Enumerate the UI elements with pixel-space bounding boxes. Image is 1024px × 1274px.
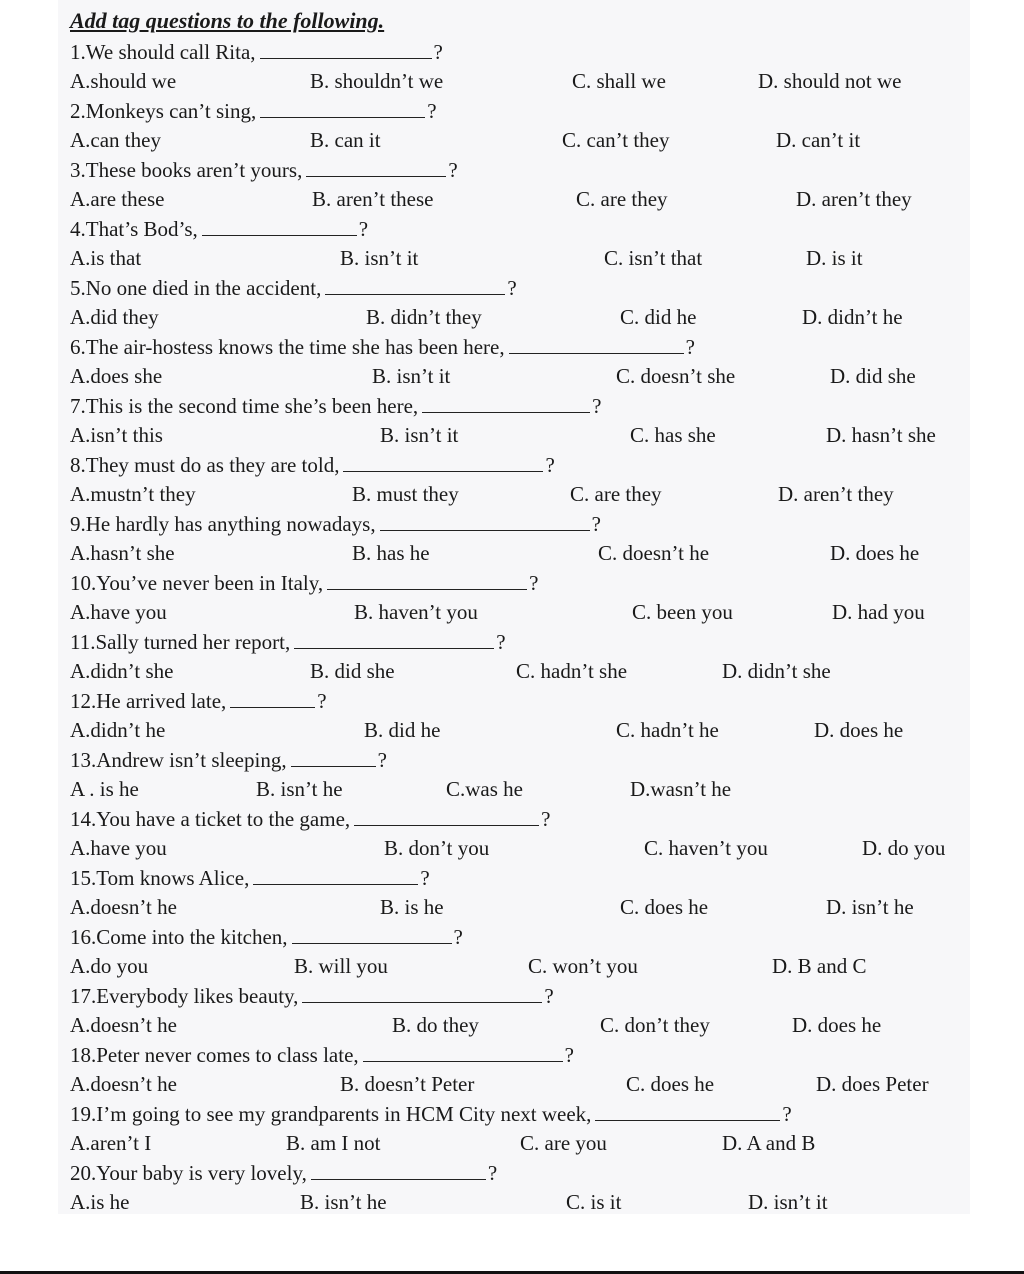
option-b[interactable]: B. don’t you xyxy=(384,836,490,860)
question-mark: ? xyxy=(592,394,602,418)
option-a[interactable]: A.doesn’t he xyxy=(70,1072,177,1096)
question-12 xyxy=(70,687,327,715)
answer-blank[interactable] xyxy=(327,571,527,590)
option-b[interactable]: B. isn’t it xyxy=(372,364,451,388)
option-c[interactable]: C. don’t they xyxy=(600,1013,710,1037)
option-d[interactable]: D. A and B xyxy=(722,1131,816,1155)
question-2 xyxy=(70,97,437,125)
question-mark: ? xyxy=(544,984,554,1008)
question-mark: ? xyxy=(529,571,539,595)
answer-blank[interactable] xyxy=(230,689,315,708)
question-20 xyxy=(70,1159,497,1187)
option-b[interactable]: B. must they xyxy=(352,482,459,506)
answer-blank[interactable] xyxy=(325,276,505,295)
option-d[interactable]: D. did she xyxy=(830,364,916,388)
question-stem: 2.Monkeys can’t sing, xyxy=(70,99,257,123)
question-3 xyxy=(70,156,458,184)
question-stem: 20.Your baby is very lovely, xyxy=(70,1161,307,1185)
question-stem: 1.We should call Rita, xyxy=(70,40,256,64)
answer-blank[interactable] xyxy=(354,807,539,826)
option-c[interactable]: C. doesn’t he xyxy=(598,541,710,565)
option-a[interactable]: A.doesn’t he xyxy=(70,895,177,919)
option-d[interactable]: D. is it xyxy=(806,246,863,270)
option-b[interactable]: B. can it xyxy=(310,128,381,152)
question-stem: 19.I’m going to see my grandparents in HCM City next week, xyxy=(70,1102,592,1126)
question-mark: ? xyxy=(782,1102,792,1126)
option-d[interactable]: D. isn’t it xyxy=(748,1190,828,1214)
option-d[interactable]: D. had you xyxy=(832,600,925,624)
question-9 xyxy=(70,510,601,538)
option-d[interactable]: D.wasn’t he xyxy=(630,777,732,801)
option-b[interactable]: B. do they xyxy=(392,1013,479,1037)
question-mark: ? xyxy=(427,99,437,123)
option-b[interactable]: B. aren’t these xyxy=(312,187,434,211)
option-a[interactable]: A.have you xyxy=(70,836,167,860)
option-b[interactable]: B. isn’t it xyxy=(380,423,459,447)
option-d[interactable]: D. does he xyxy=(792,1013,882,1037)
option-d[interactable]: D. B and C xyxy=(772,954,867,978)
question-stem: 4.That’s Bod’s, xyxy=(70,217,198,241)
option-c[interactable]: C. does he xyxy=(626,1072,715,1096)
option-b[interactable]: B. am I not xyxy=(286,1131,381,1155)
option-c[interactable]: C. are you xyxy=(520,1131,607,1155)
option-a[interactable]: A.hasn’t she xyxy=(70,541,175,565)
option-a[interactable]: A.aren’t I xyxy=(70,1131,152,1155)
option-d[interactable]: D. aren’t they xyxy=(796,187,912,211)
option-c[interactable]: C. has she xyxy=(630,423,716,447)
question-mark: ? xyxy=(358,217,369,241)
answer-blank[interactable] xyxy=(302,984,542,1003)
option-b[interactable]: B. isn’t it xyxy=(340,246,419,270)
option-b[interactable]: B. isn’t he xyxy=(256,777,343,801)
option-a[interactable]: A.does she xyxy=(70,364,163,388)
question-5 xyxy=(70,274,517,302)
option-d[interactable]: D. didn’t she xyxy=(722,659,831,683)
option-c[interactable]: C. isn’t that xyxy=(604,246,703,270)
question-18 xyxy=(70,1041,574,1069)
option-d[interactable]: D. hasn’t she xyxy=(826,423,936,447)
question-8 xyxy=(70,451,555,479)
option-a[interactable]: A.didn’t she xyxy=(70,659,174,683)
answer-blank[interactable] xyxy=(311,1161,486,1180)
option-c[interactable]: C. been you xyxy=(632,600,733,624)
question-4 xyxy=(70,215,368,243)
option-c[interactable]: C. hadn’t she xyxy=(516,659,628,683)
worksheet-heading: Add tag questions to the following. xyxy=(70,8,385,33)
option-a[interactable]: A.have you xyxy=(70,600,167,624)
option-b[interactable]: B. didn’t they xyxy=(366,305,482,329)
option-d[interactable]: D. does he xyxy=(814,718,904,742)
option-d[interactable]: D. didn’t he xyxy=(802,305,903,329)
question-mark: ? xyxy=(487,1161,498,1185)
question-stem: 10.You’ve never been in Italy, xyxy=(70,571,324,595)
option-b[interactable]: B. is he xyxy=(380,895,444,919)
option-c[interactable]: C. hadn’t he xyxy=(616,718,719,742)
question-stem: 17.Everybody likes beauty, xyxy=(70,984,299,1008)
question-mark: ? xyxy=(545,453,555,477)
option-c[interactable]: C. won’t you xyxy=(528,954,638,978)
option-b[interactable]: B. has he xyxy=(352,541,430,565)
option-d[interactable]: D. isn’t he xyxy=(826,895,914,919)
option-c[interactable]: C. did he xyxy=(620,305,697,329)
option-d[interactable]: D. does Peter xyxy=(816,1072,929,1096)
question-mark: ? xyxy=(685,335,695,359)
option-a[interactable]: A.did they xyxy=(70,305,159,329)
option-a[interactable]: A.doesn’t he xyxy=(70,1013,177,1037)
answer-blank[interactable] xyxy=(202,217,357,236)
option-a[interactable]: A.are these xyxy=(70,187,165,211)
option-c[interactable]: C. are they xyxy=(576,187,668,211)
question-mark: ? xyxy=(564,1043,574,1067)
question-stem: 11.Sally turned her report, xyxy=(70,630,291,654)
question-mark: ? xyxy=(507,276,517,300)
question-13 xyxy=(70,746,387,774)
question-stem: 5.No one died in the accident, xyxy=(70,276,322,300)
answer-blank[interactable] xyxy=(509,335,684,354)
option-b[interactable]: B. doesn’t Peter xyxy=(340,1072,475,1096)
option-c[interactable]: C. doesn’t she xyxy=(616,364,736,388)
question-mark: ? xyxy=(448,158,458,182)
question-1 xyxy=(70,38,443,66)
option-a[interactable]: A.is he xyxy=(70,1190,130,1214)
question-14 xyxy=(70,805,550,833)
question-mark: ? xyxy=(541,807,551,831)
question-stem: 16.Come into the kitchen, xyxy=(70,925,288,949)
question-stem: 9.He hardly has anything nowadays, xyxy=(70,512,376,536)
question-19 xyxy=(70,1100,792,1128)
question-11 xyxy=(70,628,506,656)
option-b[interactable]: B. isn’t he xyxy=(300,1190,387,1214)
question-stem: 15.Tom knows Alice, xyxy=(70,866,250,890)
option-b[interactable]: B. shouldn’t we xyxy=(310,69,444,93)
option-b[interactable]: B. did he xyxy=(364,718,441,742)
answer-blank[interactable] xyxy=(253,866,418,885)
question-6 xyxy=(70,333,695,361)
question-stem: 14.You have a ticket to the game, xyxy=(70,807,351,831)
option-a[interactable]: A.can they xyxy=(70,128,161,152)
question-15 xyxy=(70,864,430,892)
answer-blank[interactable] xyxy=(306,158,446,177)
question-stem: 12.He arrived late, xyxy=(70,689,227,713)
question-mark: ? xyxy=(377,748,387,772)
question-stem: 8.They must do as they are told, xyxy=(70,453,340,477)
option-d[interactable]: D. should not we xyxy=(758,69,902,93)
option-d[interactable]: D. can’t it xyxy=(776,128,861,152)
answer-blank[interactable] xyxy=(260,99,425,118)
option-a[interactable]: A . is he xyxy=(70,777,139,801)
option-c[interactable]: C. is it xyxy=(566,1190,622,1214)
question-16 xyxy=(70,923,463,951)
question-mark: ? xyxy=(420,866,430,890)
answer-blank[interactable] xyxy=(380,512,590,531)
answer-blank[interactable] xyxy=(363,1043,563,1062)
answer-blank[interactable] xyxy=(260,40,432,59)
option-c[interactable]: C.was he xyxy=(446,777,523,801)
answer-blank[interactable] xyxy=(294,630,494,649)
option-c[interactable]: C. haven’t you xyxy=(644,836,768,860)
option-a[interactable]: A.should we xyxy=(70,69,177,93)
option-b[interactable]: B. haven’t you xyxy=(354,600,478,624)
question-7 xyxy=(70,392,602,420)
question-17 xyxy=(70,982,554,1010)
option-a[interactable]: A.is that xyxy=(70,246,142,270)
answer-blank[interactable] xyxy=(343,453,543,472)
question-10 xyxy=(70,569,538,597)
question-mark: ? xyxy=(317,689,327,713)
option-c[interactable]: C. are they xyxy=(570,482,662,506)
question-stem: 18.Peter never comes to class late, xyxy=(70,1043,359,1067)
option-d[interactable]: D. do you xyxy=(862,836,946,860)
option-a[interactable]: A.isn’t this xyxy=(70,423,163,447)
option-a[interactable]: A.didn’t he xyxy=(70,718,166,742)
question-stem: 3.These books aren’t yours, xyxy=(70,158,303,182)
question-mark: ? xyxy=(453,925,463,949)
option-a[interactable]: A.do you xyxy=(70,954,149,978)
option-b[interactable]: B. will you xyxy=(294,954,388,978)
option-c[interactable]: C. does he xyxy=(620,895,709,919)
option-a[interactable]: A.mustn’t they xyxy=(70,482,196,506)
question-mark: ? xyxy=(496,630,506,654)
option-d[interactable]: D. does he xyxy=(830,541,920,565)
question-stem: 7.This is the second time she’s been here, xyxy=(70,394,419,418)
question-mark: ? xyxy=(591,512,601,536)
question-stem: 6.The air-hostess knows the time she has been here, xyxy=(70,335,505,359)
answer-blank[interactable] xyxy=(422,394,590,413)
answer-blank[interactable] xyxy=(291,748,376,767)
option-c[interactable]: C. shall we xyxy=(572,69,666,93)
answer-blank[interactable] xyxy=(595,1102,780,1121)
option-b[interactable]: B. did she xyxy=(310,659,395,683)
option-c[interactable]: C. can’t they xyxy=(562,128,670,152)
option-d[interactable]: D. aren’t they xyxy=(778,482,894,506)
answer-blank[interactable] xyxy=(292,925,452,944)
question-mark: ? xyxy=(433,40,443,64)
question-stem: 13.Andrew isn’t sleeping, xyxy=(70,748,287,772)
